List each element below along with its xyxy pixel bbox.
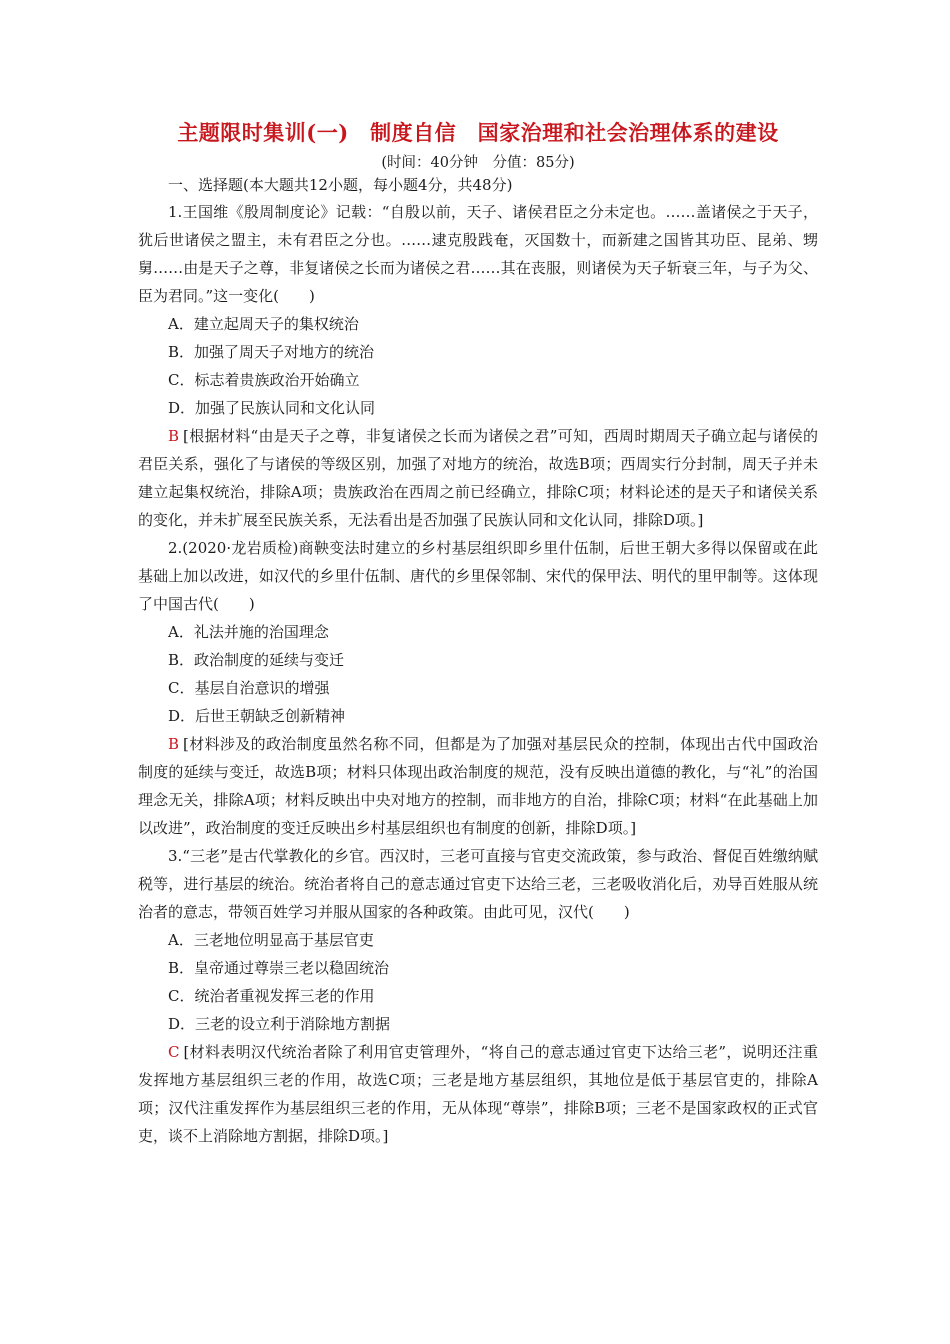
option-b: B．政治制度的延续与变迁 — [168, 651, 345, 669]
option-d: D．后世王朝缺乏创新精神 — [168, 707, 346, 725]
question-stem: 3.“三老”是古代掌教化的乡官。西汉时，三老可直接与官吏交流政策，参与政治、督促百姓缴纳赋税等，进行基层的统治。统治者将自己的意志通过官吏下达给三老，三老吸收消化后，劝导百姓服从统治者的意志，带领百姓学习并服从国家的各种政策。由此可见，汉代( ) — [138, 847, 818, 921]
answer-explanation — [138, 1038, 818, 1150]
answer-text: [材料表明汉代统治者除了利用官吏管理外，“将自己的意志通过官吏下达给三老”，说明还注重发挥地方基层组织三老的作用，故选C项；三老是地方基层组织，其地位是低于基层官吏的，排除A项；汉代注重发挥作为基层组织三老的作用，无从体现“尊崇”，排除B项；三老不是国家政权的正式官吏，谈不上消除地方割据，排除D项。] — [138, 1043, 818, 1145]
answer-letter: B — [168, 735, 180, 753]
option-b: B．加强了周天子对地方的统治 — [168, 343, 375, 361]
answer-explanation — [138, 730, 818, 842]
option-d: D．三老的设立利于消除地方割据 — [168, 1015, 391, 1033]
option-c: C．统治者重视发挥三老的作用 — [168, 987, 375, 1005]
question-block — [138, 198, 818, 534]
answer-letter: B — [168, 427, 180, 445]
answer-text: [材料涉及的政治制度虽然名称不同，但都是为了加强对基层民众的控制，体现出古代中国政治制度的延续与变迁，故选B项；材料只体现出政治制度的规范，没有反映出道德的教化，与“礼”的治国理念无关，排除A项；材料反映出中央对地方的控制，而非地方的自治，排除C项；材料“在此基础上加以改进”，政治制度的变迁反映出乡村基层组织也有制度的创新，排除D项。] — [138, 735, 818, 837]
question-block — [138, 534, 818, 842]
answer-text: [根据材料“由是天子之尊，非复诸侯之长而为诸侯之君”可知，西周时期周天子确立起与诸侯的君臣关系，强化了与诸侯的等级区别，加强了对地方的统治，故选B项；西周实行分封制，周天子并未建立起集权统治，排除A项；贵族政治在西周之前已经确立，排除C项；材料论述的是天子和诸侯关系的变化，并未扩展至民族关系，无法看出是否加强了民族认同和文化认同，排除D项。] — [138, 427, 818, 529]
section-heading: 一、选择题(本大题共12小题，每小题4分，共48分) — [168, 176, 513, 194]
question-stem: 1.王国维《殷周制度论》记载：“自殷以前，天子、诸侯君臣之分未定也。……盖诸侯之于天子，犹后世诸侯之盟主，未有君臣之分也。……逮克殷践奄，灭国数十，而新建之国皆其功臣、昆弟、甥舅……由是天子之尊，非复诸侯之长而为诸侯之君……其在丧服，则诸侯为天子斩衰三年，与子为父、臣为君同。”这一变化( ) — [138, 203, 818, 305]
question-block — [138, 842, 818, 1150]
option-c: C．基层自治意识的增强 — [168, 679, 330, 697]
option-d: D．加强了民族认同和文化认同 — [168, 399, 376, 417]
option-a: A．建立起周天子的集权统治 — [168, 315, 359, 333]
option-a: A．礼法并施的治国理念 — [168, 623, 329, 641]
question-stem: 2.(2020·龙岩质检)商鞅变法时建立的乡村基层组织即乡里什伍制，后世王朝大多得以保留或在此基础上加以改进，如汉代的乡里什伍制、唐代的乡里保邻制、宋代的保甲法、明代的里甲制等。这体现了中国古代( ) — [138, 539, 818, 613]
option-b: B．皇帝通过尊崇三老以稳固统治 — [168, 959, 390, 977]
option-a: A．三老地位明显高于基层官吏 — [168, 931, 374, 949]
document-page — [138, 118, 818, 1150]
option-c: C．标志着贵族政治开始确立 — [168, 371, 360, 389]
answer-letter: C — [168, 1043, 180, 1061]
exam-meta: (时间：40分钟 分值：85分) — [381, 155, 575, 171]
page-title: 主题限时集训(一) 制度自信 国家治理和社会治理体系的建设 — [177, 120, 779, 145]
answer-explanation — [138, 422, 818, 534]
